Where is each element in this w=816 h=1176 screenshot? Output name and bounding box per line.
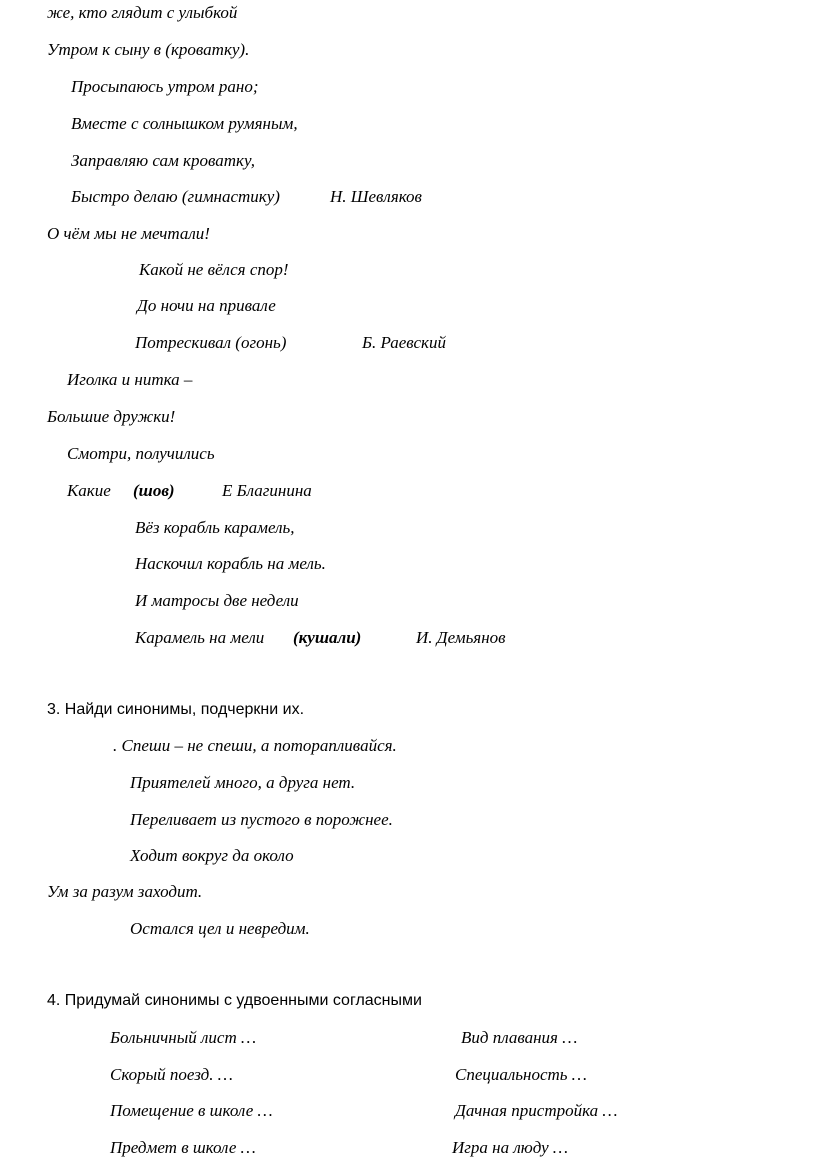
task4-right-2: Специальность … (455, 1065, 587, 1084)
task4-right-4: Игра на люду … (452, 1138, 569, 1157)
poem3-line-1: Иголка и нитка – (67, 370, 193, 389)
poem1-line-4: Вместе с солнышком румяным, (71, 114, 298, 133)
poem4-author: И. Демьянов (416, 628, 506, 647)
task3-item-4: Ходит вокруг да около (130, 846, 294, 865)
poem4-line-4a: Карамель на мели (135, 628, 265, 647)
poem2-author: Б. Раевский (362, 333, 446, 352)
task4-left-1: Больничный лист … (110, 1028, 257, 1047)
poem1-line-5: Заправляю сам кроватку, (71, 151, 255, 170)
poem4-line-3: И матросы две недели (135, 591, 299, 610)
task4-heading: 4. Придумай синонимы с удвоенными согласными (47, 992, 422, 1009)
poem3-line-3: Смотри, получились (67, 444, 215, 463)
task3-item-5: Ум за разум заходит. (47, 882, 203, 901)
task3-item-3: Переливает из пустого в порожнее. (130, 810, 393, 829)
task3-heading: 3. Найди синонимы, подчеркни их. (47, 701, 305, 718)
poem3-author: Е Благинина (222, 481, 312, 500)
task4-right-3: Дачная пристройка … (455, 1101, 618, 1120)
poem1-line-3: Просыпаюсь утром рано; (71, 77, 259, 96)
task4-left-4: Предмет в школе … (110, 1138, 256, 1157)
poem4-line-1: Вёз корабль карамель, (135, 518, 295, 537)
poem2-line-2: Какой не вёлся спор! (139, 260, 289, 279)
poem2-line-3: До ночи на привале (137, 296, 276, 315)
poem2-line-4: Потрескивал (огонь) (135, 333, 287, 352)
poem3-line-4b: (шов) (133, 481, 175, 500)
poem2-line-1: О чём мы не мечтали! (47, 224, 210, 243)
task3-item-6: Остался цел и невредим. (130, 919, 310, 938)
task4-left-2: Скорый поезд. … (110, 1065, 233, 1084)
poem4-line-2: Наскочил корабль на мель. (135, 554, 326, 573)
task4-left-3: Помещение в школе … (110, 1101, 273, 1120)
task3-item-1: . Спеши – не спеши, а поторапливайся. (113, 736, 397, 755)
poem3-line-4a: Какие (67, 481, 111, 500)
task3-item-2: Приятелей много, а друга нет. (130, 773, 356, 792)
poem1-line-2: Утром к сыну в (кроватку). (47, 40, 250, 59)
poem3-line-2: Большие дружки! (47, 407, 176, 426)
task4-right-1: Вид плавания … (461, 1028, 578, 1047)
poem1-line-6: Быстро делаю (гимнастику) (71, 187, 280, 206)
poem1-line-1: же, кто глядит с улыбкой (47, 3, 238, 22)
poem4-line-4b: (кушали) (293, 628, 362, 647)
poem1-author: Н. Шевляков (330, 187, 422, 206)
